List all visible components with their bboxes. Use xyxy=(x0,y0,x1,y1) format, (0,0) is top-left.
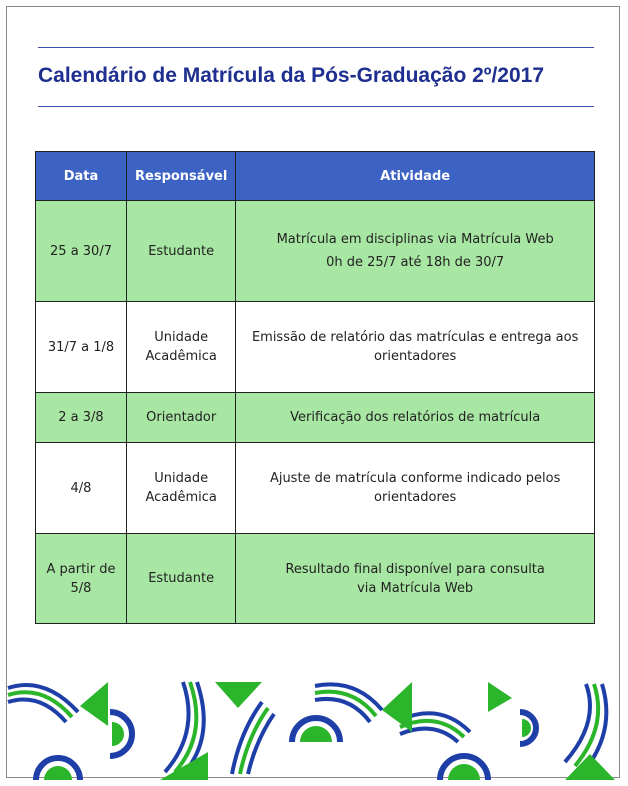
table-row xyxy=(36,302,595,393)
page-title: Calendário de Matrícula da Pós-Graduação 2º/2017 xyxy=(38,64,545,87)
cell-responsavel: Orientador xyxy=(127,393,236,443)
responsavel-line: Unidade xyxy=(154,471,209,486)
cell-responsavel xyxy=(127,302,236,393)
decorative-footer-pattern xyxy=(0,662,628,786)
title-rule xyxy=(38,106,594,107)
cell-data: 31/7 a 1/8 xyxy=(36,302,127,393)
cell-data: 4/8 xyxy=(36,443,127,534)
cell-responsavel xyxy=(127,443,236,534)
atividade-line: 0h de 25/7 até 18h de 30/7 xyxy=(326,255,505,270)
header-atividade: Atividade xyxy=(236,152,595,201)
data-line: 5/8 xyxy=(70,580,92,596)
cell-responsavel: Estudante xyxy=(127,534,236,624)
cell-atividade xyxy=(236,534,595,624)
atividade-line: Resultado final disponível para consulta xyxy=(285,561,545,577)
atividade-line: via Matrícula Web xyxy=(357,580,474,596)
table-row xyxy=(36,443,595,534)
cell-data: 25 a 30/7 xyxy=(36,201,127,302)
cell-data xyxy=(36,534,127,624)
responsavel-line: Acadêmica xyxy=(145,349,217,364)
responsavel-line: Acadêmica xyxy=(145,490,217,505)
atividade-line: Ajuste de matrícula conforme indicado pelos xyxy=(269,471,561,486)
data-line: A partir de xyxy=(46,561,116,577)
atividade-line: orientadores xyxy=(374,490,457,505)
cell-atividade xyxy=(236,302,595,393)
arc-motif-6 xyxy=(565,684,606,770)
table-row xyxy=(36,201,595,302)
arc-motif-1 xyxy=(8,685,78,722)
enrollment-calendar-table xyxy=(35,151,595,624)
cell-atividade xyxy=(236,201,595,302)
table-row xyxy=(36,393,595,443)
atividade-line: orientadores xyxy=(374,349,457,364)
responsavel-line: Unidade xyxy=(154,330,209,345)
table-row xyxy=(36,534,595,624)
header-row xyxy=(36,152,595,201)
header-responsavel: Responsável xyxy=(127,152,236,201)
cell-data: 2 a 3/8 xyxy=(36,393,127,443)
cell-responsavel: Estudante xyxy=(127,201,236,302)
arc-motif-4 xyxy=(315,684,382,722)
cell-atividade: Verificação dos relatórios de matrícula xyxy=(236,393,595,443)
cell-atividade xyxy=(236,443,595,534)
top-rule xyxy=(38,47,594,48)
atividade-line: Emissão de relatório das matrículas e entrega aos xyxy=(251,330,579,345)
arc-motif-3 xyxy=(232,702,274,774)
header-data: Data xyxy=(36,152,127,201)
atividade-line: Matrícula em disciplinas via Matrícula Web xyxy=(276,232,554,247)
